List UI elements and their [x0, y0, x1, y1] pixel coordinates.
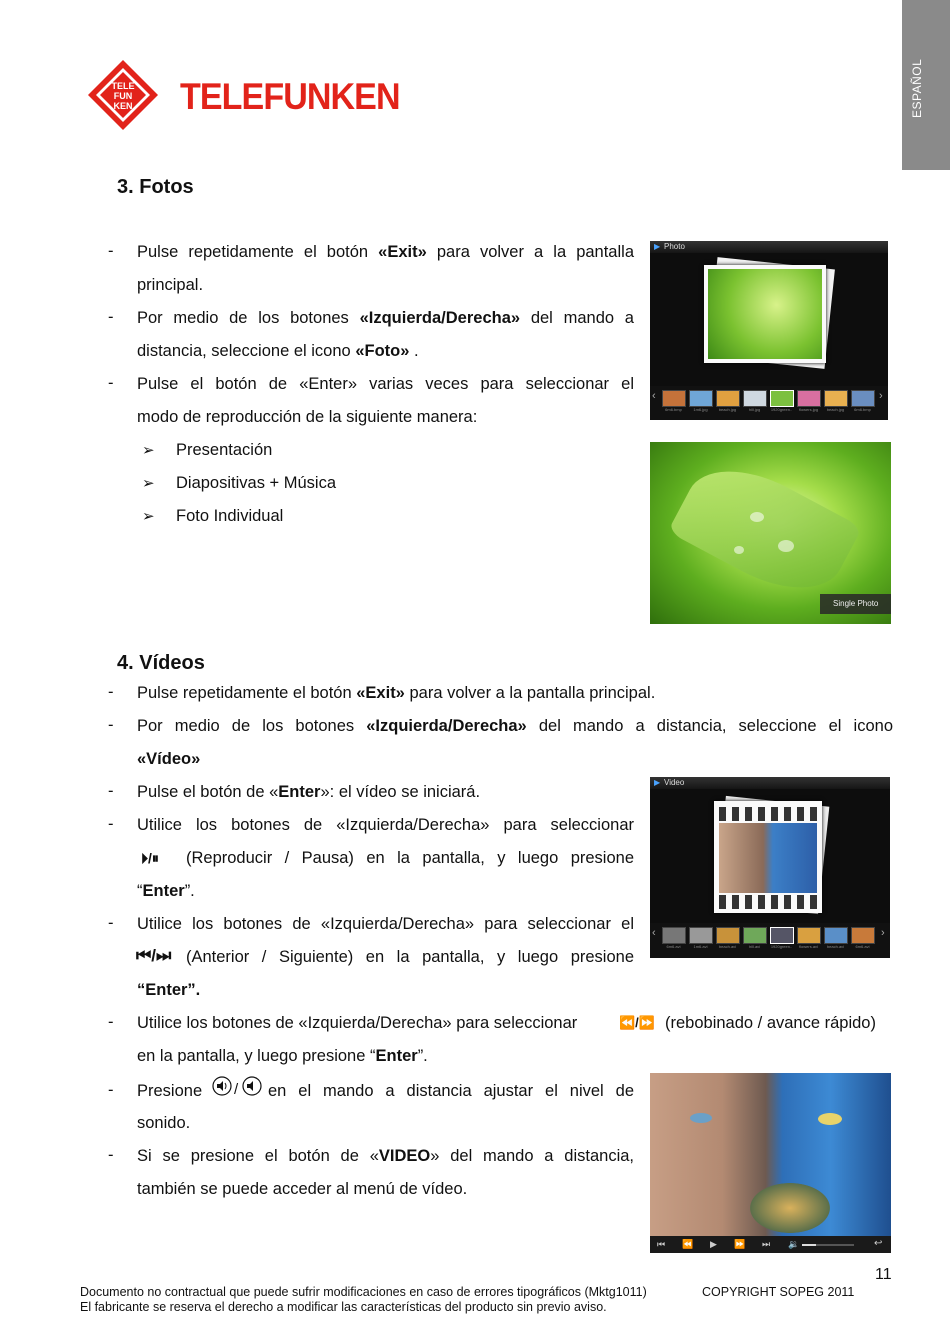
videos-bullet-5-cont: (Anterior / Siguiente) en la pantalla, y luego presione: [186, 948, 634, 966]
arrow-bullet-icon: ➢: [142, 475, 155, 492]
next-arrow-icon: ›: [881, 927, 885, 939]
thumbnail[interactable]: [770, 927, 794, 944]
bullet-dash: -: [108, 308, 114, 326]
volume-icon: 🔉: [788, 1239, 800, 1249]
videos-bullet-4-cont: (Reproducir / Pausa) en la pantalla, y luego presione: [186, 849, 634, 867]
thumbnail-label: beach.avi: [718, 944, 737, 949]
video-menu-title: Video: [664, 778, 685, 787]
svg-text:/: /: [234, 1081, 239, 1098]
thumbnail[interactable]: [824, 390, 848, 407]
videos-bullet-7-cont: sonido.: [137, 1114, 191, 1132]
videos-bullet-8: Si se presione el botón de «VIDEO» del mando a distancia,: [137, 1147, 634, 1165]
fotos-bullet-1-cont: principal.: [137, 276, 204, 294]
videos-bullet-1: Pulse repetidamente el botón «Exit» para volver a la pantalla principal.: [137, 684, 656, 702]
videos-bullet-8-cont: también se puede acceder al menú de vídeo.: [137, 1180, 468, 1198]
thumbnail[interactable]: [716, 390, 740, 407]
bullet-dash: -: [108, 1081, 114, 1099]
videos-bullet-3: Pulse el botón de «Enter»: el vídeo se iniciará.: [137, 783, 481, 801]
thumbnail-label: hill.avi: [748, 944, 761, 949]
videos-bullet-4-end: “Enter”.: [137, 882, 195, 900]
play-pause-icon: ⏵/⏸: [141, 850, 159, 866]
language-label: ESPAÑOL: [910, 58, 924, 118]
footer-disclaimer: Documento no contractual que puede sufrir modificaciones en caso de errores tipográficos (Mktg1011): [80, 1285, 647, 1299]
mode-option-3: Foto Individual: [176, 507, 284, 525]
thumbnail-label: beach.avi: [826, 944, 845, 949]
thumbnail-label: beach.jpg: [718, 407, 737, 412]
videos-bullet-2-cont: «Vídeo»: [137, 750, 201, 768]
single-photo-screenshot: [650, 442, 891, 624]
play-icon: ▶: [710, 1239, 717, 1249]
thumbnail-label: 1920green..: [770, 944, 793, 949]
thumbnail[interactable]: [716, 927, 740, 944]
photo-menu-screenshot: [650, 241, 888, 420]
thumbnail-label: hill.jpg: [748, 407, 761, 412]
rewind-icon: ⏪: [682, 1239, 694, 1249]
thumbnail-label: 1920green..: [770, 407, 793, 412]
prev-arrow-icon: ‹: [652, 927, 656, 939]
play-icon: ▶: [654, 778, 661, 787]
thumbnail-label: 1m6.avi: [693, 944, 708, 949]
emblem-text-2: FUN: [113, 91, 133, 101]
language-tab: [902, 0, 950, 170]
thumbnail[interactable]: [770, 390, 794, 407]
bullet-dash: -: [108, 782, 114, 800]
videos-bullet-7-b: en el mando a distancia ajustar el nivel de: [268, 1082, 634, 1100]
brand-name: TELEFUNKEN: [180, 76, 400, 117]
bullet-dash: -: [108, 815, 114, 833]
fast-forward-icon: ⏩: [734, 1239, 746, 1249]
movie-frame: [719, 823, 817, 893]
thumbnail[interactable]: [689, 390, 713, 407]
bullet-dash: -: [108, 716, 114, 734]
thumbnail[interactable]: [797, 927, 821, 944]
thumbnail[interactable]: [851, 390, 875, 407]
fotos-bullet-2: Por medio de los botones «Izquierda/Derecha» del mando a: [137, 309, 634, 327]
prev-track-icon: ⏮: [657, 1239, 666, 1249]
thumbnail-label: flowers.jpg: [798, 407, 819, 412]
videos-bullet-6: Utilice los botones de «Izquierda/Derecha» para seleccionar: [137, 1014, 578, 1032]
volume-up-down-icon: [212, 1076, 264, 1098]
videos-bullet-6-cont: en la pantalla, y luego presione “Enter”.: [137, 1047, 428, 1065]
footer-copyright: COPYRIGHT SOPEG 2011: [702, 1285, 855, 1299]
return-icon: ↩: [874, 1238, 883, 1249]
videos-bullet-5: Utilice los botones de «Izquierda/Derecha» para seleccionar el: [137, 915, 634, 933]
videos-bullet-4: Utilice los botones de «Izquierda/Derecha» para seleccionar: [137, 816, 634, 834]
mode-option-1: Presentación: [176, 441, 273, 459]
arrow-bullet-icon: ➢: [142, 442, 155, 459]
thumbnail[interactable]: [662, 390, 686, 407]
telefunken-emblem: [86, 58, 160, 132]
bullet-dash: -: [108, 1146, 114, 1164]
page-number: 11: [875, 1266, 892, 1283]
thumbnail[interactable]: [743, 390, 767, 407]
bullet-dash: -: [108, 374, 114, 392]
emblem-text-1: TELE: [111, 81, 135, 91]
videos-bullet-7-a: Presione: [137, 1082, 203, 1100]
leaf-photo: [708, 269, 822, 359]
play-icon: ▶: [654, 242, 661, 251]
film-strip-top: [719, 807, 817, 821]
section-3-heading: 3. Fotos: [117, 176, 194, 198]
video-playback-screenshot: [650, 1073, 891, 1253]
thumbnail-label: beach.jpg: [826, 407, 845, 412]
single-photo-label: Single Photo: [833, 599, 879, 608]
videos-bullet-5-end: “Enter”.: [137, 981, 201, 999]
prev-next-icon: ⏮/⏭: [136, 946, 172, 965]
mode-option-2: Diapositivas + Música: [176, 474, 337, 492]
thumbnail[interactable]: [851, 927, 875, 944]
thumbnail[interactable]: [824, 927, 848, 944]
rewind-forward-icon: ⏪/⏩: [619, 1015, 655, 1030]
bullet-dash: -: [108, 242, 114, 260]
bullet-dash: -: [108, 683, 114, 701]
volume-slider-fill: [802, 1244, 816, 1246]
thumbnail-label: flowers.avi: [799, 944, 818, 949]
thumbnail-label: 6m6.avi: [855, 944, 870, 949]
thumbnail-label: 6m6.bmp: [665, 407, 682, 412]
bullet-dash: -: [108, 914, 114, 932]
photo-menu-title: Photo: [664, 242, 685, 251]
fotos-bullet-2-cont: distancia, seleccione el icono «Foto» .: [137, 342, 419, 360]
thumbnail[interactable]: [743, 927, 767, 944]
fotos-bullet-3-cont: modo de reproducción de la siguiente manera:: [137, 408, 478, 426]
fotos-bullet-1: Pulse repetidamente el botón «Exit» para volver a la pantalla: [137, 243, 634, 261]
thumbnail[interactable]: [689, 927, 713, 944]
fotos-bullet-3: Pulse el botón de «Enter» varias veces para seleccionar el: [137, 375, 634, 393]
thumbnail-label: 6m6.avi: [666, 944, 681, 949]
thumbnail[interactable]: [662, 927, 686, 944]
thumbnail[interactable]: [797, 390, 821, 407]
section-4-heading: 4. Vídeos: [117, 652, 205, 674]
footer-notice: El fabricante se reserva el derecho a modificar las características del producto sin previo aviso.: [80, 1300, 607, 1314]
emblem-text-3: KEN: [113, 101, 133, 111]
arrow-bullet-icon: ➢: [142, 508, 155, 525]
bullet-dash: -: [108, 1013, 114, 1031]
thumbnail-label: 1m6.jpg: [693, 407, 708, 412]
video-menu-screenshot: [650, 777, 890, 958]
next-arrow-icon: ›: [879, 390, 883, 402]
videos-bullet-6-b: (rebobinado / avance rápido): [665, 1014, 876, 1032]
videos-bullet-2: Por medio de los botones «Izquierda/Derecha» del mando a distancia, seleccione el icono: [137, 717, 893, 735]
next-track-icon: ⏭: [762, 1239, 771, 1249]
thumbnail-label: 6m6.bmp: [854, 407, 871, 412]
prev-arrow-icon: ‹: [652, 390, 656, 402]
film-strip-bottom: [719, 895, 817, 909]
